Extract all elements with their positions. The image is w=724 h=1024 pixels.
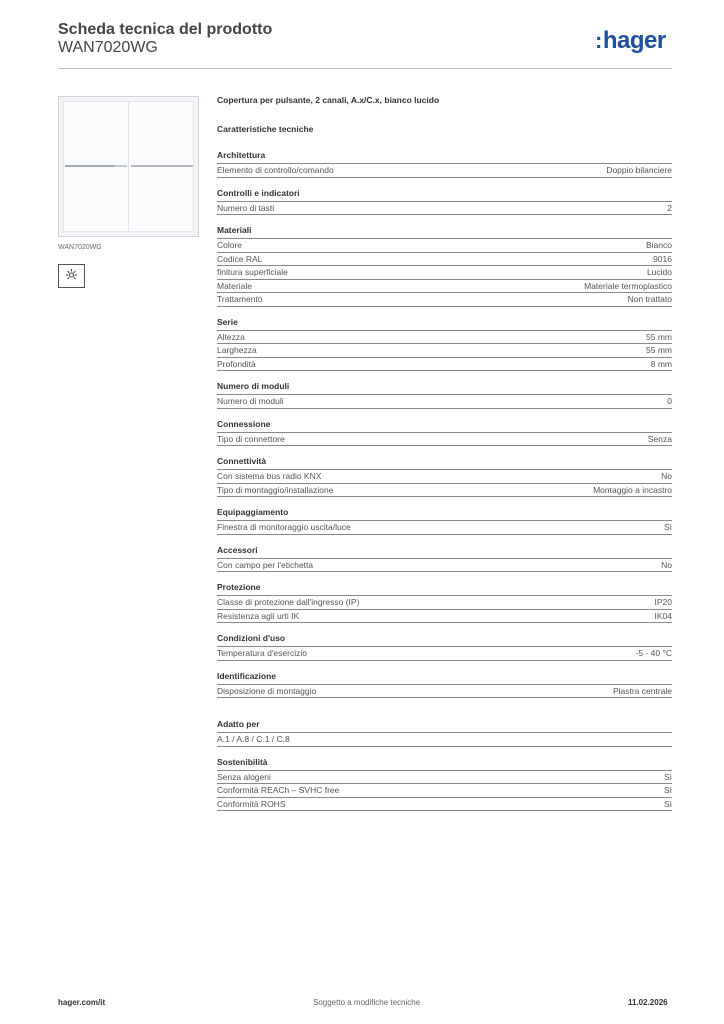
section-title: Numero di moduli bbox=[217, 380, 672, 395]
spec-row bbox=[217, 798, 672, 812]
spec-label: finitura superficiale bbox=[217, 267, 288, 277]
spec-row bbox=[217, 331, 672, 345]
section-title: Protezione bbox=[217, 581, 672, 596]
spec-value: No bbox=[661, 471, 672, 481]
spec-row bbox=[217, 596, 672, 610]
spec-value: Sì bbox=[663, 798, 672, 809]
spec-section bbox=[217, 224, 672, 307]
led-light-icon bbox=[58, 264, 85, 288]
section-title: Connettività bbox=[217, 455, 672, 470]
spec-section bbox=[217, 418, 672, 447]
spec-row bbox=[217, 484, 672, 498]
spec-value: 0 bbox=[667, 396, 672, 406]
spec-value: IP20 bbox=[654, 597, 672, 607]
spec-value: Piastra centrale bbox=[612, 685, 672, 696]
section-title: Architettura bbox=[217, 149, 672, 164]
spec-value: 55 mm bbox=[646, 331, 672, 342]
section-title: Condizioni d'uso bbox=[217, 632, 672, 647]
product-image bbox=[58, 96, 199, 237]
spec-value: Non trattato bbox=[627, 294, 672, 304]
spec-label: Materiale bbox=[217, 280, 252, 291]
spec-row bbox=[217, 395, 672, 409]
logo-text: hager bbox=[602, 27, 666, 54]
spec-value: 8 mm bbox=[650, 358, 672, 369]
spec-section bbox=[217, 316, 672, 372]
spec-label: Senza alogeni bbox=[217, 771, 271, 782]
spec-label: Profondità bbox=[217, 358, 256, 369]
spec-section bbox=[217, 380, 672, 409]
spec-label: Con campo per l'etichetta bbox=[217, 559, 314, 570]
spec-row bbox=[217, 266, 672, 280]
spec-label: Classe di protezione dall'ingresso (IP) bbox=[217, 597, 360, 607]
spec-row bbox=[217, 521, 672, 535]
spec-row bbox=[217, 647, 672, 661]
spec-label: Tipo di connettore bbox=[217, 433, 285, 444]
spec-value: 55 mm bbox=[646, 345, 672, 355]
spec-label: Temperatura d'esercizio bbox=[217, 648, 307, 658]
brand-logo: :hager bbox=[595, 27, 666, 54]
spec-value: -5 - 40 °C bbox=[635, 648, 672, 658]
spec-row bbox=[217, 358, 672, 372]
product-description: Copertura per pulsante, 2 canali, A.x/C.x, bianco lucido bbox=[217, 95, 440, 105]
section-title: Accessori bbox=[217, 544, 672, 559]
page-title: Scheda tecnica del prodotto bbox=[58, 21, 273, 38]
header-divider bbox=[58, 68, 672, 69]
spec-section bbox=[217, 670, 672, 699]
spec-value: Sì bbox=[663, 785, 672, 795]
spec-label: Conformità ROHS bbox=[217, 798, 286, 809]
spec-row bbox=[217, 164, 672, 178]
spec-row bbox=[217, 433, 672, 447]
spec-label: A.1 / A.8 / C.1 / C.8 bbox=[217, 734, 290, 744]
spec-row bbox=[217, 784, 672, 798]
spec-label: Tipo di montaggio/installazione bbox=[217, 484, 334, 495]
spec-section bbox=[217, 632, 672, 661]
footer-note: Soggetto a modifiche tecniche bbox=[313, 998, 421, 1007]
spec-label: Larghezza bbox=[217, 345, 257, 355]
spec-row bbox=[217, 685, 672, 699]
spec-label: Elemento di controllo/comando bbox=[217, 165, 334, 175]
spec-label: Numero di moduli bbox=[217, 396, 284, 406]
section-title: Controlli e indicatori bbox=[217, 187, 672, 202]
spec-value: Materiale termoplastico bbox=[584, 280, 672, 291]
spec-label: Conformità REACh – SVHC free bbox=[217, 785, 340, 795]
spec-value: IK04 bbox=[654, 610, 672, 621]
spec-section bbox=[217, 506, 672, 535]
spec-sections bbox=[217, 149, 672, 811]
spec-row bbox=[217, 202, 672, 216]
spec-value: 9016 bbox=[653, 253, 672, 264]
spec-value: Doppio bilanciere bbox=[606, 165, 672, 175]
section-title: Equipaggiamento bbox=[217, 506, 672, 521]
spec-row bbox=[217, 280, 672, 294]
spec-row bbox=[217, 733, 672, 747]
spec-row bbox=[217, 771, 672, 785]
spec-row bbox=[217, 610, 672, 624]
spec-label: Colore bbox=[217, 240, 243, 250]
spec-label: Resistenza agli urti IK bbox=[217, 610, 300, 621]
footer-website: hager.com/it bbox=[58, 998, 106, 1007]
spec-value: Sì bbox=[663, 522, 672, 532]
spec-row bbox=[217, 344, 672, 358]
spec-value: Montaggio a incastro bbox=[593, 484, 672, 495]
spec-section bbox=[217, 455, 672, 497]
section-title: Connessione bbox=[217, 418, 672, 433]
spec-label: Trattamento bbox=[217, 294, 263, 304]
spec-row bbox=[217, 559, 672, 573]
section-title: Serie bbox=[217, 316, 672, 331]
spec-label: Disposizione di montaggio bbox=[217, 685, 317, 696]
spec-section bbox=[217, 149, 672, 178]
spec-value: Sì bbox=[663, 771, 672, 782]
section-title: Identificazione bbox=[217, 670, 672, 685]
spec-row bbox=[217, 470, 672, 484]
spec-value: 2 bbox=[667, 202, 672, 213]
spec-value: Bianco bbox=[646, 240, 672, 250]
spec-row bbox=[217, 239, 672, 253]
tech-heading: Caratteristiche tecniche bbox=[217, 124, 314, 134]
section-title: Sostenibilità bbox=[217, 756, 672, 771]
section-title: Materiali bbox=[217, 224, 672, 239]
spec-section bbox=[217, 581, 672, 623]
image-caption: WAN7020WG bbox=[58, 244, 102, 251]
spec-value: Lucido bbox=[646, 267, 672, 277]
spec-label: Codice RAL bbox=[217, 253, 263, 264]
spec-label: Altezza bbox=[217, 331, 245, 342]
product-code: WAN7020WG bbox=[58, 39, 158, 56]
spec-label: Finestra di monitoraggio uscita/luce bbox=[217, 522, 351, 532]
spec-section bbox=[217, 187, 672, 216]
section-title: Adatto per bbox=[217, 718, 672, 733]
spec-section bbox=[217, 756, 672, 812]
spec-label: Con sistema bus radio KNX bbox=[217, 471, 322, 481]
spec-label: Numero di tasti bbox=[217, 202, 275, 213]
spec-section bbox=[217, 544, 672, 573]
spec-value: No bbox=[661, 559, 672, 570]
spec-section bbox=[217, 718, 672, 747]
spec-row bbox=[217, 293, 672, 307]
spec-content bbox=[217, 94, 672, 811]
spec-row bbox=[217, 253, 672, 267]
footer-date: 11.02.2026 bbox=[628, 998, 668, 1007]
spec-value: Senza bbox=[647, 433, 672, 444]
